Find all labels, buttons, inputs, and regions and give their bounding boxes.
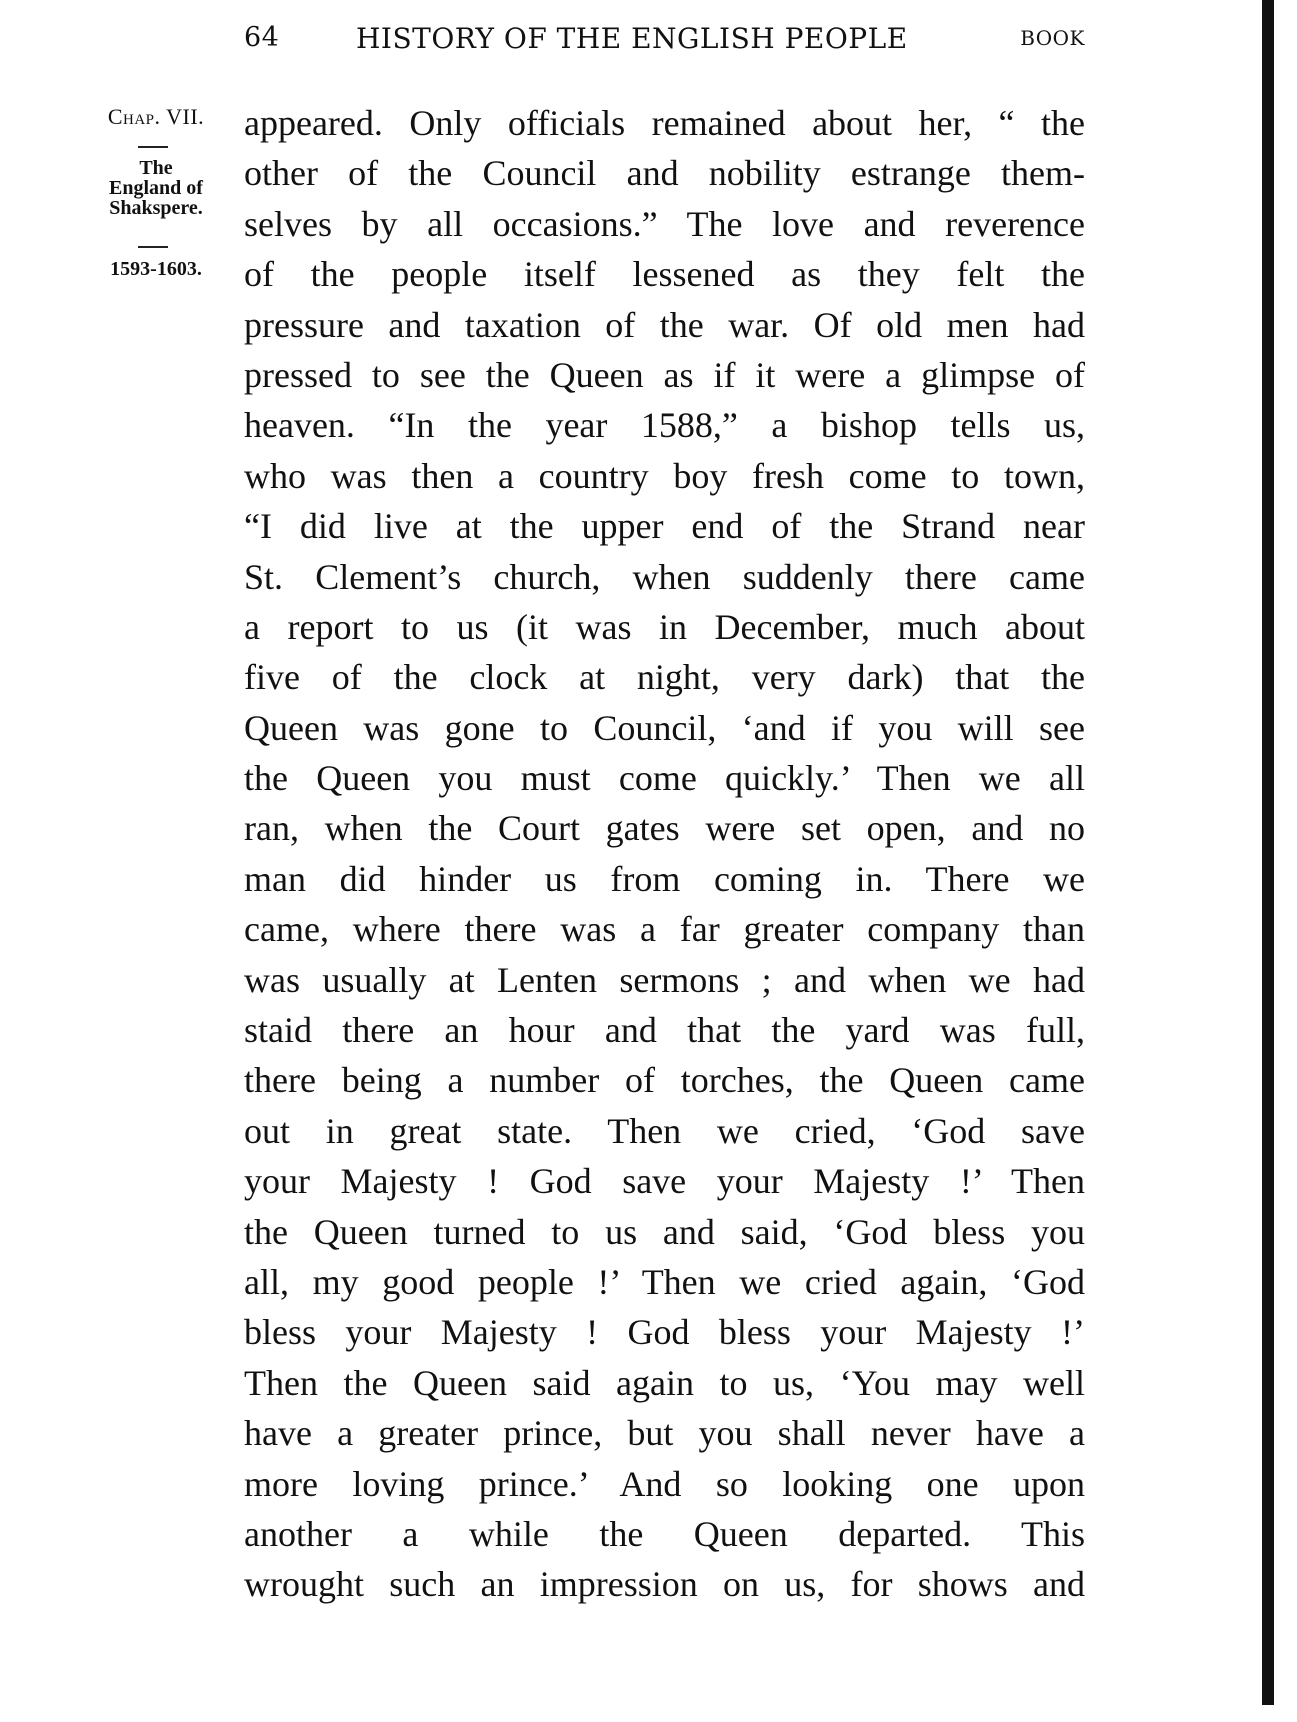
text-line: “I did live at the upper end of the Strand near (244, 506, 1085, 547)
text-line: appeared. Only officials remained about her, “ the (244, 103, 1085, 143)
text-line: there being a number of torches, the Queen came (244, 1060, 1085, 1101)
sidenote-chapter: Chap. VII. (107, 104, 205, 129)
text-line: all, my good people !’ Then we cried again, ‘God (244, 1261, 1085, 1302)
running-header (244, 22, 1085, 62)
text-line: five of the clock at night, very dark) that the (244, 657, 1085, 698)
text-line: ran, when the Court gates were set open, and no (244, 808, 1085, 849)
running-title: HISTORY OF THE ENGLISH PEOPLE (356, 22, 908, 55)
sidenote-divider (138, 146, 168, 148)
text-line: man did hinder us from coming in. There we (244, 858, 1085, 899)
sidenote-topic-line: The (139, 157, 173, 179)
text-line: another a while the Queen departed. This (244, 1513, 1085, 1554)
book-label: BOOK (1020, 26, 1085, 50)
text-line: who was then a country boy fresh come to town, (244, 455, 1085, 496)
text-line: staid there an hour and that the yard was full, (244, 1010, 1085, 1051)
text-line: St. Clement’s church, when suddenly there came (244, 556, 1085, 597)
sidenote-topic-line: Shakspere. (109, 197, 203, 219)
sidenote-topic (88, 158, 224, 218)
text-line: heaven. “In the year 1588,” a bishop tells us, (244, 405, 1085, 446)
text-line: bless your Majesty ! God bless your Majesty !’ (244, 1312, 1085, 1353)
text-line: out in great state. Then we cried, ‘God save (244, 1110, 1085, 1151)
text-line: of the people itself lessened as they felt the (244, 254, 1085, 295)
text-line: your Majesty ! God save your Majesty !’ Then (244, 1161, 1085, 1202)
text-line: came, where there was a far greater company than (244, 909, 1085, 950)
text-line: Then the Queen said again to us, ‘You may well (244, 1362, 1085, 1403)
text-line: other of the Council and nobility estrange them- (244, 153, 1085, 194)
text-line: the Queen turned to us and said, ‘God bless you (244, 1211, 1085, 1252)
page-number: 64 (244, 22, 280, 53)
sidenote-dates: 1593-1603. (110, 258, 202, 280)
text-line: more loving prince.’ And so looking one upon (244, 1463, 1085, 1504)
text-line: a report to us (it was in December, much about (244, 606, 1085, 647)
sidenote-topic-line: England of (109, 177, 203, 199)
text-line: pressure and taxation of the war. Of old men had (244, 304, 1085, 345)
text-line: the Queen you must come quickly.’ Then we all (244, 758, 1085, 799)
sidenote-divider (138, 246, 168, 248)
text-line: wrought such an impression on us, for shows and (244, 1564, 1085, 1605)
scan-edge-bar (1262, 0, 1274, 1705)
text-line: Queen was gone to Council, ‘and if you will see (244, 707, 1085, 748)
text-line: have a greater prince, but you shall never have a (244, 1413, 1085, 1454)
body-text (244, 98, 1085, 1610)
text-line: was usually at Lenten sermons ; and when we had (244, 959, 1085, 1000)
text-line: selves by all occasions.” The love and reverence (244, 203, 1085, 244)
text-line: pressed to see the Queen as if it were a glimpse of (244, 354, 1085, 395)
